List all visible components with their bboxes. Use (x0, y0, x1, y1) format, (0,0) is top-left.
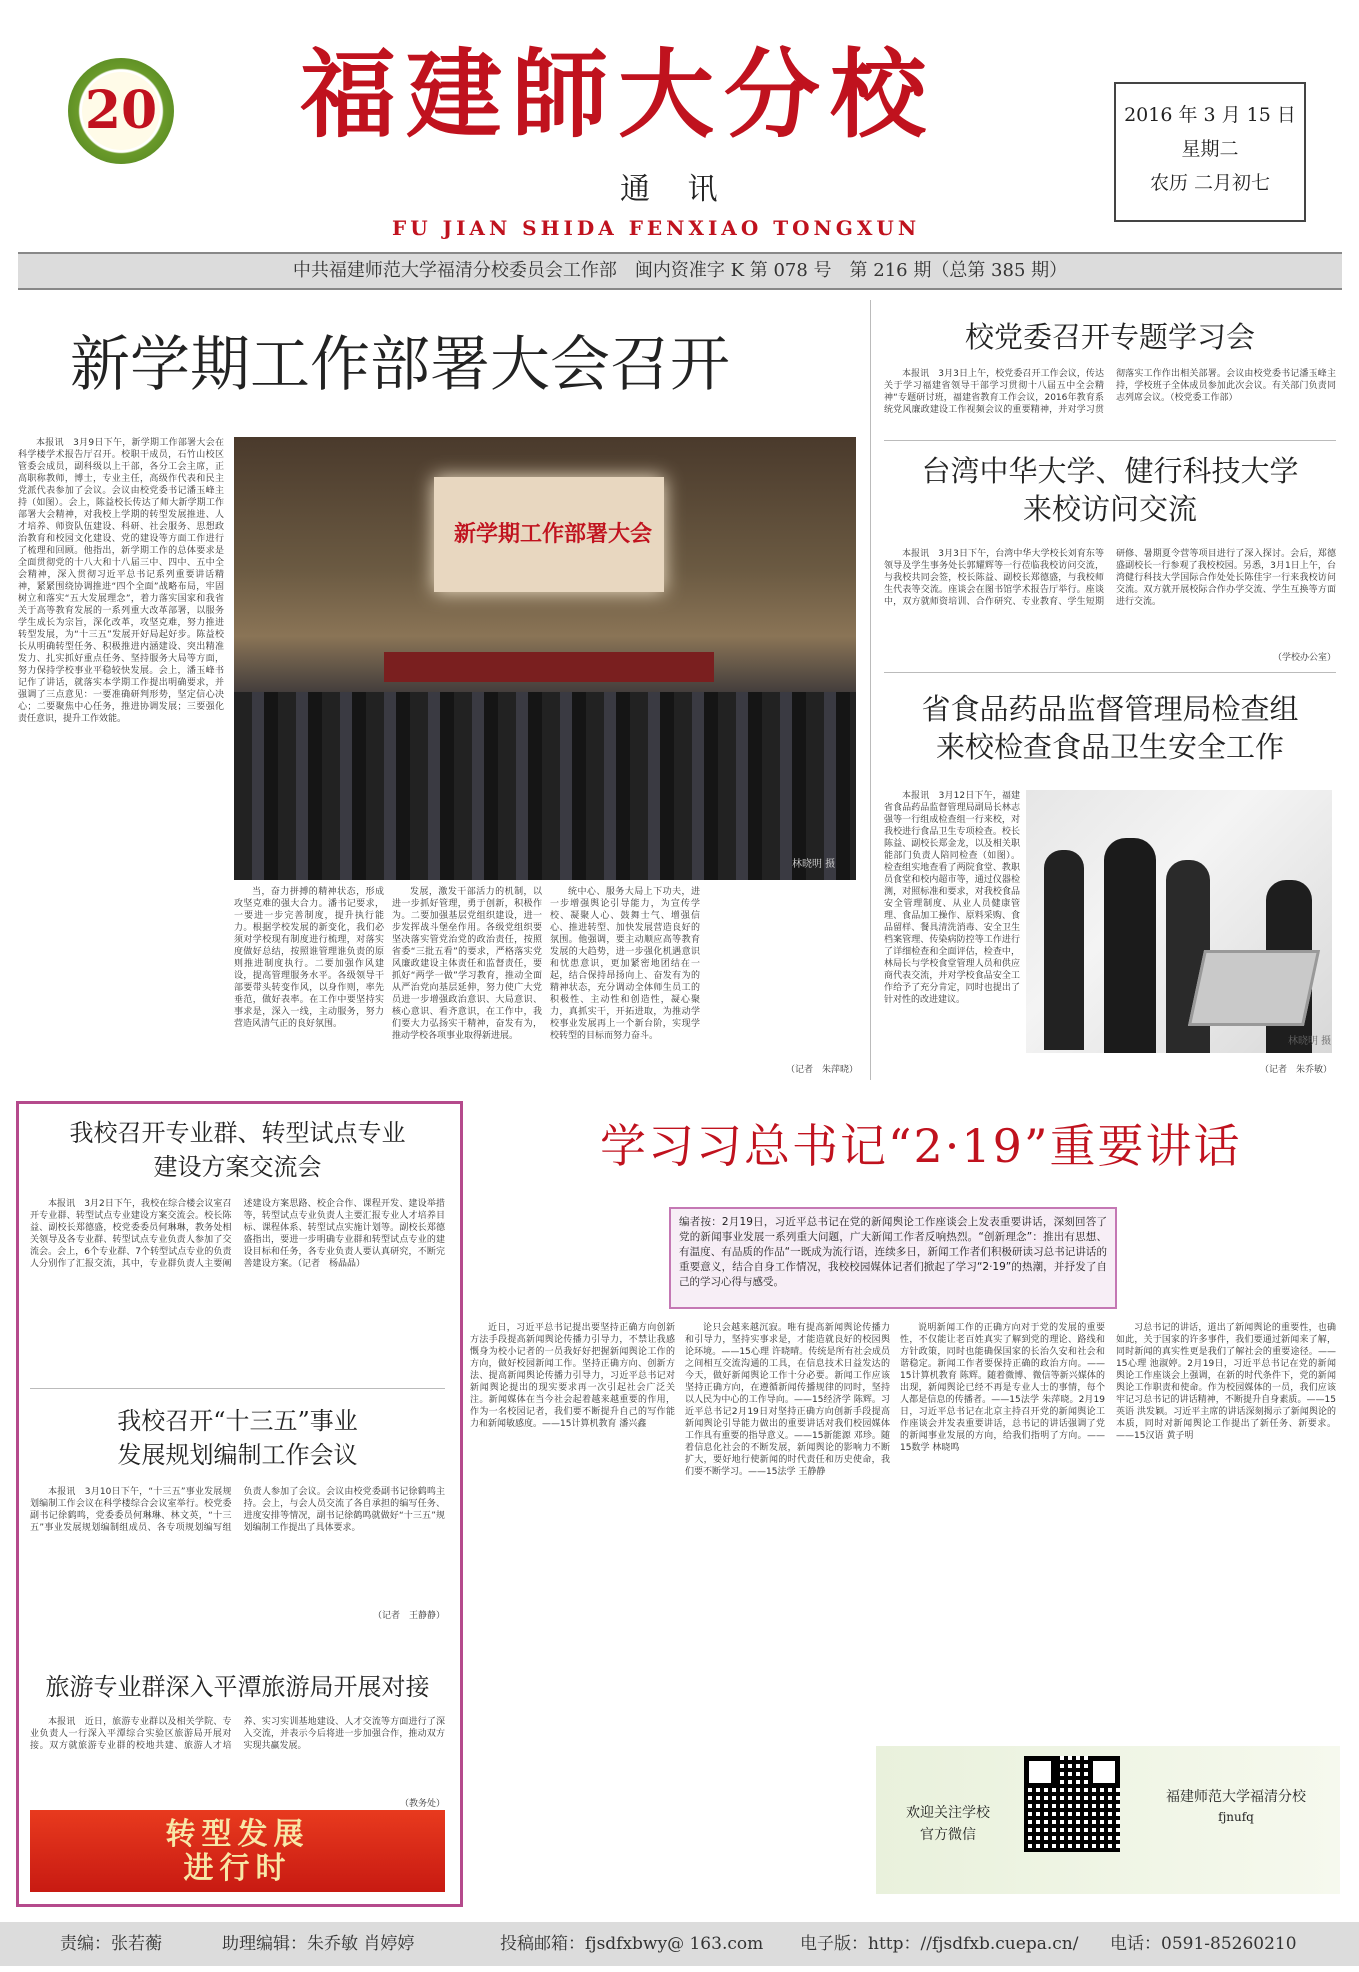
divider (884, 672, 1336, 673)
taiwan-visit-headline: 台湾中华大学、健行科技大学 来校访问交流 (921, 454, 1299, 526)
divider (30, 1388, 445, 1389)
footer-bar (0, 1922, 1359, 1966)
party-study-body (884, 368, 1336, 430)
lead-reporter: （记者 朱萍晓） (785, 1065, 858, 1075)
lead-photo-stage (384, 652, 714, 682)
lead-column-4 (550, 886, 700, 1076)
tourism-source: （教务处） (399, 1799, 445, 1809)
issue-info: 中共福建师范大学福清分校委员会工作部 闽内资准字 K 第 078 号 第 216 期（总第 385 期） (292, 260, 1068, 281)
issue-info-bar (18, 252, 1342, 290)
lead-col4-text: 统中心、服务大局上下功夫，进一步增强舆论引导能力，为宣传学校、凝聚人心、鼓舞士气、增强信心、推进转型、加快发展营造良好的氛围。他强调，要主动顺应高等教育发展的大趋势，进一步强化机遇意识和忧患意识，更加紧密地团结在一起，结合保持昂扬向上、奋发有为的精神状态，充分调动全体师生员工的积极性、主动性和创造性，凝心聚力，真抓实干，开拓进取，为推动学校事业发展再上一个新台阶，实现学校转型的目标而努力奋斗。 (550, 887, 700, 1041)
lead-photo-screen (434, 477, 664, 592)
masthead-pinyin: FU JIAN SHIDA FENXIAO TONGXUN (392, 216, 921, 240)
anniversary-number: 20 (84, 80, 158, 141)
lead-column-1b (18, 900, 224, 1080)
lead-photo (234, 437, 856, 880)
food-check-text: 本报讯 3月12日下午，福建省食品药品监督管理局副局长林志强等一行组成检查组一行来校，对我校进行食品卫生专项检查。校长陈益、副校长郑金龙，以及相关职能部门负责人陪同检查（如图）。检查组实地查看了两院食堂、教职员食堂和校内超市等，通过仪器检测，对照标准和要求，对我校食品安全管理制度、从业人员健康管理、食品加工操作、原料采购、食品留样、餐具清洗消毒、安全卫生档案管理、传染病防控等工作进行了详细检查和全面评估，检查中，林局长与学校食堂管理人员和供应商代表交流，并对学校食品安全工作给予了充分肯定，同时也提出了针对性的改进建议。 (884, 791, 1020, 1005)
wechat-follow-text: 欢迎关注学校 官方微信 (906, 1805, 990, 1843)
footer-editor: 责编：张若蘅 (60, 1934, 162, 1954)
footer-web[interactable]: 电子版：http：//fjsdfxb.cuepa.cn/ (800, 1934, 1079, 1954)
study-column-4 (1116, 1322, 1336, 1742)
party-study-headline: 校党委召开专题学习会 (964, 320, 1255, 354)
lead-photo-credit: 林晓明 摄 (792, 859, 836, 870)
study-col1-text: 近日，习近平总书记提出要坚持正确方向创新方法手段提高新闻舆论传播力引导力，不禁让我感慨身为校小记者的一员我好好把握新闻舆论工作的方向，做好校园新闻工作。坚持正确方向、创新方法、提高新闻舆论传播力引导力，习近平总书记对新闻舆论提出的现实要求再一次引起社会广泛关注。新闻媒体在当今社会起着越来越重要的作用，作为一名校园记者，我们要不断提升自己的写作能力和新闻敏感度。——15计算机教育 潘兴鑫 (470, 1323, 675, 1429)
wechat-account-name: 福建师范大学福清分校 (1166, 1789, 1306, 1805)
transformation-banner (30, 1810, 445, 1892)
lead-col2-text: 当，奋力拼搏的精神状态，形成攻坚克难的强大合力。潘书记要求，一要进一步完善制度，提升执行能力。根据学校发展的新变化，我们必须对学校现有制度进行梳理，对落实度做好总结，按照谁管理谁负责的原则推进制度执行。二要加强作风建设，提高管理服务水平。各级领导干部要带头转变作风，以身作则，率先垂范，做好表率。在工作中要坚持实事求是，深入一线，主动服务，努力营造风清气正的良好氛围。 (234, 887, 384, 1029)
study-column-2 (685, 1322, 890, 1882)
taiwan-visit-source: （学校办公室） (1272, 653, 1336, 663)
masthead-subtitle: 通 讯 (620, 172, 732, 207)
taiwan-visit-body (884, 548, 1336, 648)
lead-column-3 (392, 886, 542, 1076)
study-column-1 (470, 1322, 675, 1882)
lead-column-5 (708, 886, 858, 1061)
taiwan-visit-text: 本报讯 3月3日下午，台湾中华大学校长刘育东等领导及学生事务处长郭耀辉等一行莅临我校访问交流，与我校共同会签，校长陈益、副校长郑德盛，与我校师生代表等交流。座谈会在图书馆学术报告厅举行。座谈中，双方就师资培训、合作研究、专业教育、学生短期研修、暑期夏令营等项目进行了深入探讨。会后，郑德盛副校长一行参观了我校校园。另悉，3月1日上午，台湾健行科技大学国际合作处处长陈佳宇一行来我校访问交流。双方就开展校际合作办学交流、学生互换等方面进行交流。 (884, 549, 1336, 607)
wechat-box (876, 1746, 1340, 1894)
food-check-body (884, 790, 1020, 1060)
study-col2-text: 论只会越来越沉寂。唯有提高新闻舆论传播力和引导力，坚持实事求是，才能造就良好的校园舆论环境。——15心理 许晓晴。传统是所有社会成员之间相互交流沟通的工具，在信息技术日益发达的今天，做好新闻舆论工作十分必要。新闻工作应该坚持正确方向，在遵循新闻传播规律的同时，坚持以人民为中心的工作导向。——15经济学 陈辉。习近平总书记2月19日对坚持正确方向创新手段提高新闻舆论引导能力做出的重要讲话对我们校园媒体工作具有重要的指导意义。——15新能源 邓珍。随着信息化社会的不断发展，新闻舆论的影响力不断扩大，要好地行使新闻的时代责任和历史使命，我们要不断学习。——15法学 王静静 (685, 1323, 890, 1477)
food-check-photo-credit: 林晓明 摄 (1288, 1036, 1332, 1047)
plan-meeting-headline: 我校召开“十三五”事业 发展规划编制工作会议 (117, 1407, 358, 1469)
specialty-meeting-body (30, 1198, 445, 1374)
specialty-meeting-headline: 我校召开专业群、转型试点专业 建设方案交流会 (69, 1119, 406, 1181)
lead-col1-text: 本报讯 3月9日下午，新学期工作部署大会在科学楼学术报告厅召开。校职干成员，石竹山校区管委会成员，副科级以上干部，各分工会主席，正高职称教师，博士，专业主任，高级作代表和民主党派代表参加了会议。会议由校党委书记潘玉峰主持（如图）。会上，陈益校长传达了师大新学期工作部署大会精神，对我校上学期的转型发展推进、人才培养、师资队伍建设、科研、社会服务、思想政治教育和校园文化建设、党的建设等方面工作进行了梳理和回顾。他指出，新学期工作的总体要求是全面贯彻党的十八大和十八届三中、四中、五中全会精神，深入贯彻习近平总书记系列重要讲话精神，紧紧围绕协调推进“四个全面”战略布局，牢固树立和落实“五大发展理念”，着力落实国家和我省关于高等教育发展的一系列重大改革部署，以服务学生成长为宗旨，深化改革，攻坚克难，努力推进转型发展，为“十三五”发展开好局起好步。陈益校长从明确转型任务、积极推进内涵建设、突出精准发力、扎实抓好重点任务、坚持服务大局等方面，努力保持学校事业平稳较快发展。会上，潘玉峰书记作了讲话，就落实本学期工作提出明确要求，并强调了三点意见：一要准确研判形势，坚定信心决心；二要聚焦中心任务，推进协调发展；三要强化责任意识，提升工作效能。 (18, 438, 224, 724)
party-study-text: 本报讯 3月3日上午，校党委召开工作会议，传达关于学习福建省领导干部学习贯彻十八届五中全会精神“专题研讨班，福建省教育工作会议，2016年教育系统党风廉政建设工作视频会议的重要精神，并对学习贯彻落实工作作出相关部署。会议由校党委书记潘玉峰主持，学校班子全体成员参加此次会议。有关部门负责同志列席会议。（校党委工作部） (884, 369, 1336, 415)
footer-phone: 电话：0591-85260210 (1110, 1934, 1297, 1954)
divider (884, 440, 1336, 441)
food-check-headline: 省食品药品监督管理局检查组 来校检查食品卫生安全工作 (921, 692, 1299, 764)
plan-meeting-body (30, 1486, 445, 1606)
lead-column-2 (234, 886, 384, 1076)
lead-col3-text: 发展，激发干部活力的机制，以进一步抓好管理，勇于创新，积极作为。二要加强基层党组织建设，进一步发挥战斗堡垒作用。各级党组织要坚决落实管党治党的政治责任，按照省委“三批五看”的要求，严格落实党风廉政建设主体责任和监督责任，要抓好“两学一做”学习教育，推动全面从严治党向基层延伸，努力使广大党员进一步增强政治意识、大局意识、核心意识、看齐意识，在工作中，我们要大力弘扬实干精神，奋发有为，推动学校各项事业取得新进展。 (392, 887, 542, 1041)
study-col3-text: 说明新闻工作的正确方向对于党的发展的重要性，不仅能让老百姓真实了解到党的理论、路线和方针政策，同时也能确保国家的长治久安和社会和谐稳定。新闻工作者要保持正确的政治方向。——15计算机教育 陈辉。随着微博、微信等新兴媒体的出现，新闻舆论已经不再是专业人士的事情，每个人都是信息的传播者。——15法学 朱萍晓。2月19日，习近平总书记在北京主持召开党的新闻舆论工作座谈会并发表重要讲话，总书记的讲话强调了党的新闻事业发展的方向，给我们指明了方向。——15数学 林晓鸣 (900, 1323, 1105, 1453)
column-divider (870, 300, 871, 1080)
plan-meeting-reporter: （记者 王静静） (372, 1611, 445, 1621)
lead-headline: 新学期工作部署大会召开 (70, 330, 730, 400)
footer-assistant: 助理编辑：朱乔敏 肖婷婷 (222, 1934, 415, 1954)
anniversary-logo (68, 58, 174, 164)
lead-photo-crowd (234, 692, 856, 880)
wechat-account-id: fjnufq (1218, 1810, 1254, 1824)
date-box (1114, 82, 1306, 222)
masthead-title: 福建師大分校 (300, 38, 936, 151)
lead-column-1 (18, 437, 224, 897)
plan-meeting-text: 本报讯 3月10日下午，“十三五”事业发展规划编制工作会议在科学楼综合会议室举行。校党委副书记徐鹤鸣，党委委员何琳琳、林文英，“十三五”事业发展规划编制组成员、各专项规划编写组负责人参加了会议。会议由校党委副书记徐鹤鸣主持。会上，与会人员交流了各自承担的编写任务、进度安排等情况，副书记徐鹤鸣就做好“十三五”规划编制工作提出了具体要求。 (30, 1487, 445, 1533)
tourism-body (30, 1716, 445, 1796)
banner-text: 转型发展 进行时 (165, 1817, 310, 1886)
editor-note: 编者按：2月19日，习近平总书记在党的新闻舆论工作座谈会上发表重要讲话，深刻回答了党的新闻事业发展一系列重大问题，广大新闻工作者反响热烈。“创新理念”：推出有思想、有温度、有品质的作品“一既成为流行语，连续多日，新闻工作者们积极研读习总书记讲话的重要意义，结合自身工作情况，我校校园媒体记者们掀起了学习“2·19”的热潮，并抒发了自己的学习心得与感受。 (669, 1207, 1117, 1309)
specialty-meeting-text: 本报讯 3月2日下午，我校在综合楼会议室召开专业群、转型试点专业建设方案交流会。校长陈益、副校长郑德盛，校党委委员何琳琳，教务处相关领导及各专业群、转型试点专业负责人参加了交流会。会上，6个专业群、7个转型试点专业的负责人分别作了汇报交流，其中，专业群负责人主要阐述建设方案思路、校企合作、课程开发、建设举措等，转型试点专业负责人主要汇报专业人才培养目标、课程体系、转型试点实施计划等。副校长郑德盛指出，要进一步明确专业群和转型试点专业的建设目标和任务，各专业负责人要认真研究，不断完善建设方案。（记者 杨晶晶） (30, 1199, 445, 1269)
footer-email[interactable]: 投稿邮箱：fjsdfxbwy@ 163.com (500, 1934, 764, 1954)
tourism-text: 本报讯 近日，旅游专业群以及相关学院、专业负责人一行深入平潭综合实验区旅游局开展对接。双方就旅游专业群的校地共建、旅游人才培养、实习实训基地建设、人才交流等方面进行了深入交流，并表示今后将进一步加强合作，推动双方实现共赢发展。 (30, 1717, 445, 1751)
food-check-reporter: （记者 朱乔敏） (1259, 1065, 1332, 1075)
issue-date: 2016 年 3 月 15 日 (1124, 104, 1296, 126)
study-headline: 学习习总书记“2·19”重要讲话 (600, 1119, 1242, 1173)
issue-lunar-date: 农历 二月初七 (1149, 172, 1271, 194)
food-check-photo-testkit (1188, 950, 1320, 1026)
study-column-3 (900, 1322, 1105, 1742)
tourism-headline: 旅游专业群深入平潭旅游局开展对接 (45, 1673, 430, 1701)
wechat-qr-code[interactable] (1024, 1756, 1120, 1852)
study-col4-text: 习总书记的讲话，道出了新闻舆论的重要性，也确如此，关于国家的许多事件，我们要通过新闻来了解，同时新闻的真实性更是我们了解社会的重要途径。——15心理 池淑婷。2月19日，习近平总书记在党的新闻舆论工作座谈会上强调，在新的时代条件下，党的新闻舆论工作职责和使命。作为校园媒体的一员，我们应该牢记习总书记的讲话精神，不断提升自身素质。——15英语 洪发颖。习近平主席的讲话深刻揭示了新闻舆论的本质，同时对新闻舆论工作提出了新任务、新要求。——15汉语 黄子明 (1116, 1323, 1336, 1441)
food-check-photo (1026, 790, 1332, 1053)
issue-weekday: 星期二 (1181, 138, 1239, 160)
lead-photo-banner: 新学期工作部署大会 (454, 521, 653, 547)
